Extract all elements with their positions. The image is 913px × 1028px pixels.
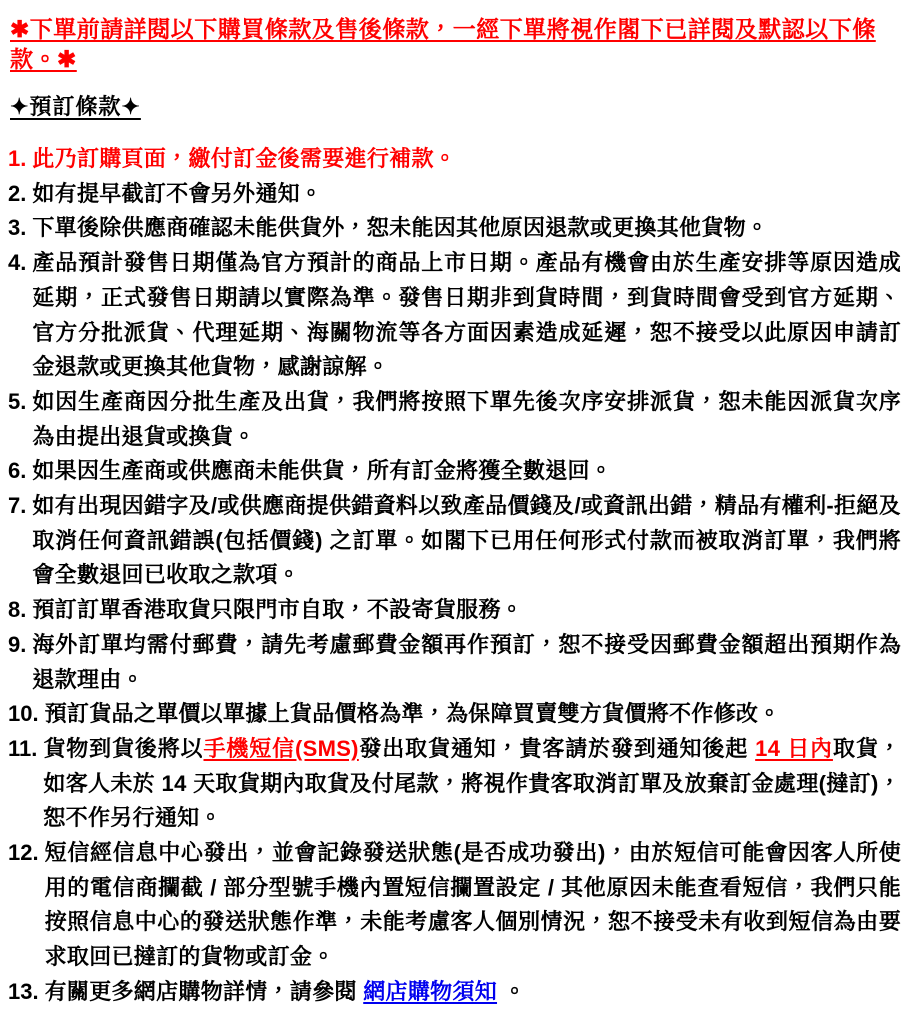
term-item-3 (8, 211, 901, 246)
term-text-segment: 此乃訂購頁面，繳付訂金後需要進行補款。 (32, 146, 457, 171)
term-text-segment: 如果因生產商或供應商未能供貨，所有訂金將獲全數退回。 (32, 458, 613, 484)
term-item-13 (8, 975, 901, 1010)
term-number: 4. (8, 250, 27, 276)
term-text-segment: 如因生產商因分批生產及出貨，我們將按照下單先後次序安排派貨，恕未能因派貨次序為由提出退貨或換貨。 (32, 388, 901, 449)
term-text-segment: 短信經信息中心發出，並會記錄發送狀態(是否成功發出)，由於短信可能會因客人所使用的電信商攔截 / 部分型號手機內置短信攔置設定 / 其他原因未能查看短信，我們只能按照信息中心的發送狀態作準，未能考慮客人個別情況，恕不接受未有收到短信為由要求取回已撻訂的貨物或訂金。 (44, 840, 901, 970)
term-text-segment: 。 (497, 978, 526, 1004)
term-text (32, 142, 901, 177)
term-item-12 (8, 836, 901, 975)
term-text (43, 732, 901, 836)
term-item-6 (8, 454, 901, 489)
term-text (32, 211, 901, 246)
term-number: 1. (8, 146, 27, 171)
term-item-8 (8, 593, 901, 628)
term-text-segment: 如有提早截訂不會另外通知。 (32, 180, 323, 206)
term-text-segment: 產品預計發售日期僅為官方預計的商品上市日期。產品有機會由於生產安排等原因造成延期，正式發售日期請以實際為準。發售日期非到貨時間，到貨時間會受到官方延期、官方分批派貨、代理延期、海關物流等各方面因素造成延遲，恕不接受以此原因申請訂金退款或更換其他貨物，感謝諒解。 (32, 250, 901, 380)
term-text-segment: 如有出現因錯字及/或供應商提供錯資料以致產品價錢及/或資訊出錯，精品有權利-拒絕及取消任何資訊錯誤(包括價錢) 之訂單。如閣下已用任何形式付款而被取消訂單，我們將會全數退回已收取之款項。 (32, 493, 901, 588)
warning-header: ✱下單前請詳閱以下購買條款及售後條款，一經下單將視作閣下已詳閱及默認以下條款。✱ (10, 16, 876, 72)
term-text-segment: 海外訂單均需付郵費，請先考慮郵費金額再作預訂，恕不接受因郵費金額超出預期作為退款理由。 (32, 631, 901, 692)
term-number: 6. (8, 458, 27, 484)
pickup-deadline-link[interactable]: 14 日內 (755, 735, 833, 761)
term-text (32, 593, 901, 628)
term-text-segment: 預訂訂單香港取貨只限門市自取，不設寄貨服務。 (32, 597, 523, 623)
term-number: 9. (8, 631, 27, 657)
term-number: 11. (8, 735, 38, 761)
term-text-segment: 取貨，如客人未於 14 天取貨期內取貨及付尾款，將視作貴客取消訂單及放棄訂金處理(撻訂)，恕不作另行通知。 (43, 735, 901, 831)
term-text-segment: 發出取貨通知，貴客請於發到通知後起 (358, 735, 756, 761)
term-text (32, 628, 901, 697)
term-number: 12. (8, 840, 39, 866)
term-number: 7. (8, 493, 27, 519)
term-item-11 (8, 732, 901, 836)
term-item-4 (8, 246, 901, 385)
term-text (32, 177, 901, 212)
term-text (32, 454, 901, 489)
term-text (32, 385, 901, 454)
term-item-7 (8, 489, 901, 593)
term-text-segment: 貨物到貨後將以 (43, 735, 204, 761)
terms-list (8, 142, 901, 1010)
term-item-1 (8, 142, 901, 177)
term-text-segment: 預訂貨品之單價以單據上貨品價格為準，為保障買賣雙方貨價將不作修改。 (44, 701, 781, 727)
term-number: 10. (8, 701, 39, 727)
term-number: 13. (8, 978, 39, 1004)
term-item-9 (8, 628, 901, 697)
section-title: ✦預訂條款✦ (10, 94, 141, 119)
store-shopping-notice-link[interactable]: 網店購物須知 (363, 978, 498, 1004)
sms-notice-link[interactable]: 手機短信(SMS) (203, 735, 359, 761)
term-text-segment: 下單後除供應商確認未能供貨外，恕未能因其他原因退款或更換其他貨物。 (32, 215, 769, 241)
term-text (45, 697, 901, 732)
term-text (45, 836, 901, 975)
term-text (32, 489, 901, 593)
term-number: 2. (8, 180, 27, 206)
term-text (32, 246, 901, 385)
term-number: 5. (8, 388, 27, 414)
term-text-segment: 有關更多網店購物詳情，請參閱 (44, 978, 364, 1004)
term-text (45, 975, 901, 1010)
term-item-5 (8, 385, 901, 454)
term-item-10 (8, 697, 901, 732)
term-number: 3. (8, 215, 27, 241)
term-number: 8. (8, 597, 27, 623)
term-item-2 (8, 177, 901, 212)
